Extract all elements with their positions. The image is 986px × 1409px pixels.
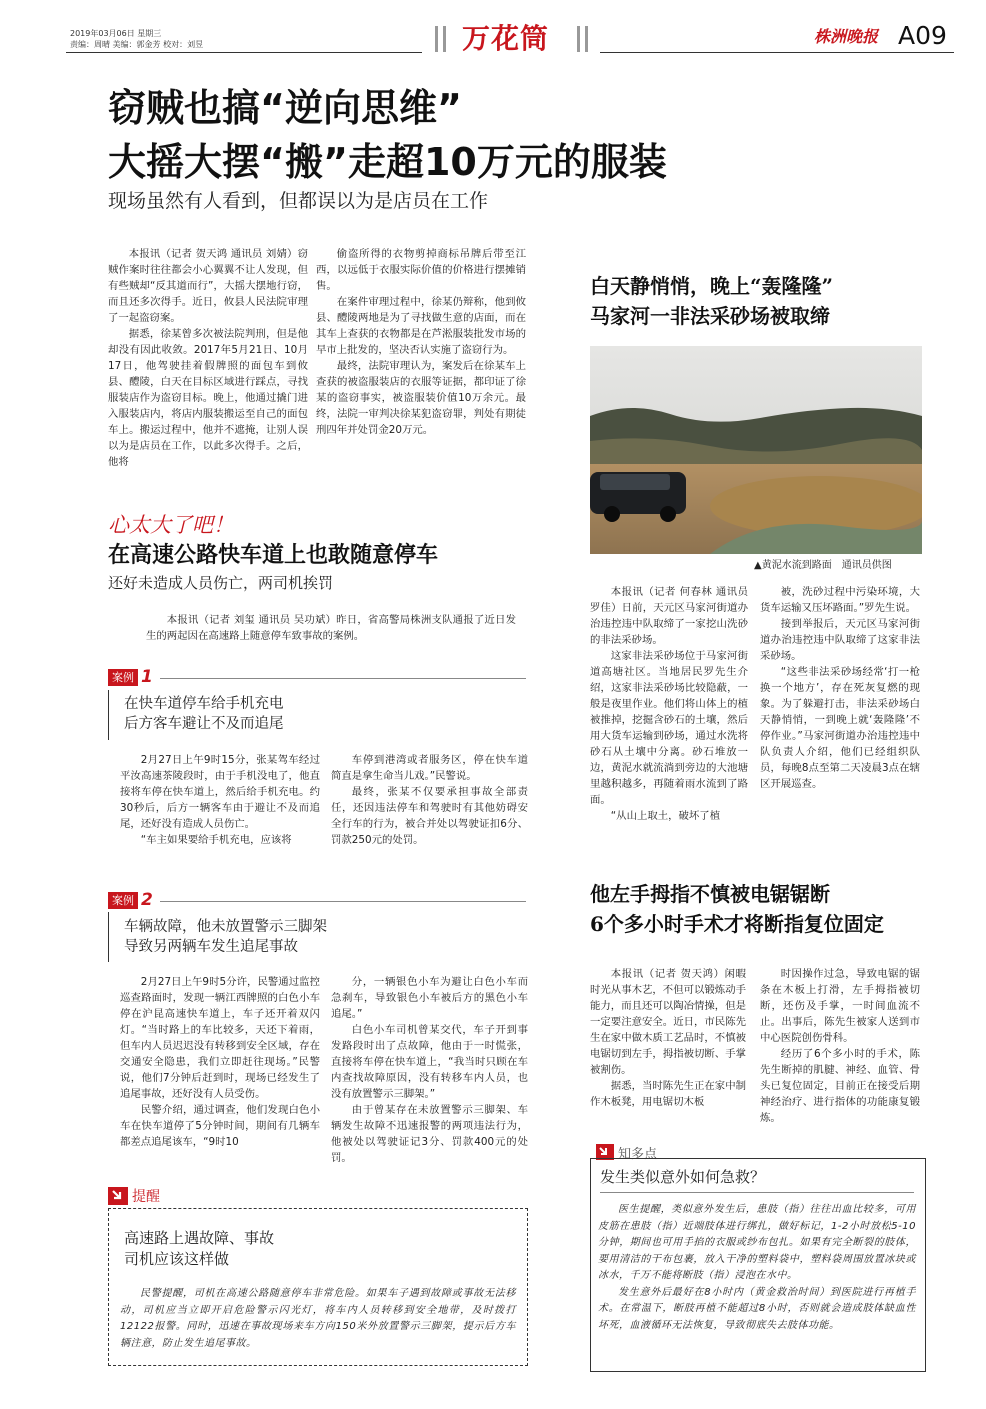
highway-subtitle: 还好未造成人员伤亡，两司机挨罚: [108, 574, 334, 592]
case-2-rule: [160, 901, 526, 902]
header-rule-left: [66, 52, 422, 53]
paragraph: 由于曾某存在未放置警示三脚架、车辆发生故障不迅速报警的两项违法行为，他被处以驾驶证记3分、罚款400元的处罚。: [331, 1104, 528, 1164]
sand-col2: [760, 584, 920, 792]
brand-logo: 株洲晚报: [814, 27, 879, 46]
paragraph: 2月27日上午9时15分，张某驾车经过平汝高速茶陵段时，由于手机没电了，他直接将车停在快车道上，然后给手机充电。约30秒后，后方一辆客车由于避让不及而追尾，还好没有造成人员伤亡。: [120, 754, 320, 830]
tip-title-line2: 司机应该这样做: [124, 1250, 230, 1268]
paragraph: 民警介绍，通过调查，他们发现白色小车在快车道停了5分钟时间，期间有几辆车都差点追尾该车，“9时10: [120, 1104, 320, 1148]
case-2-col2: [331, 974, 528, 1166]
header-divider-bars-2: [443, 26, 446, 52]
tip-label: 提醒: [132, 1189, 160, 1205]
sand-title-line2: 马家河一非法采砂场被取缔: [590, 304, 830, 328]
case-1-title-line2: 后方客车避让不及而追尾: [124, 716, 284, 732]
paragraph: 时因操作过急，导致电锯的锯条在木板上打滑，左手拇指被切断，还伤及手掌，一时间血流不止。出事后，陈先生被家人送到市中心医院创伤骨科。: [760, 968, 920, 1044]
paragraph: 本报讯（记者 贺天鸿）闲暇时光从事木艺，不但可以锻炼动手能力，而且还可以陶冶情操，但是一定要注意安全。近日，市民陈先生在家中做木质工艺品时，不慎被电锯切到左手，拇指被切断、手掌被割伤。: [590, 968, 746, 1076]
case-2-left-bar: [108, 912, 109, 962]
paragraph: “车主如果要给手机充电，应该将: [140, 834, 292, 846]
tip-body: [120, 1286, 516, 1352]
know-body: [598, 1202, 916, 1334]
header-rule-right: [600, 52, 954, 53]
paragraph: 这家非法采砂场位于马家河街道高塘社区。当地居民罗先生介绍，这家非法采砂场比较隐蔽，一般是夜里作业。他们将山体上的植被推掉，挖掘含砂石的土壤，然后用大货车运输到砂场，通过水洗将砂石从土壤中分离。砂石堆放一边，黄泥水就流淌到旁边的大池塘里越积越多，再随着雨水流到了路面。: [590, 650, 748, 806]
header-divider-bars-4: [585, 26, 588, 52]
highway-kicker: 心太大了吧！: [108, 513, 234, 537]
paragraph: 2月27日上午9时5分许，民警通过监控巡查路面时，发现一辆江西牌照的白色小车停在沪昆高速快车道上，车子还开着双闪灯。“当时路上的车比较多，天还下着雨，但车内人员迟迟没有转移到安全区域，存在交通安全隐患，我们立即赶往现场。”民警说，他们7分钟后赶到时，现场已经发生了追尾事故，还好没有人员受伤。: [120, 976, 320, 1100]
header-editors: 责编：周晴 美编：郭金芳 校对：刘昱: [70, 40, 204, 49]
highway-intro: [146, 612, 516, 644]
paragraph: 被，洗砂过程中污染环境，大货车运输又压坏路面。”罗先生说。: [760, 586, 920, 614]
lead-title-line2: 大摇大摆“搬”走超10万元的服装: [108, 140, 667, 184]
finger-col2: [760, 966, 920, 1126]
paragraph: “这些非法采砂场经常‘打一枪换一个地方’，存在死灰复燃的现象。为了躲避打击，非法采砂场白天静悄悄，一到晚上就‘轰隆隆’不停作业。”马家河街道办治违控违中队负责人介绍，他们已经组织队员，每晚8点至第二天凌晨3点在辖区开展巡查。: [760, 666, 920, 790]
know-title-rule: [600, 1192, 914, 1193]
tip-title-line1: 高速路上遇故障、事故: [124, 1229, 275, 1247]
arrow-icon: [108, 1187, 128, 1205]
paragraph: 最终，张某不仅要承担事故全部责任，还因违法停车和驾驶时有其他妨碍安全行车的行为，被合并处以驾驶证扣6分、罚款250元的处罚。: [331, 786, 528, 846]
header-date: 2019年03月06日 星期三: [70, 29, 162, 38]
case-label: 案例: [108, 892, 138, 909]
paragraph: 据悉，徐某曾多次被法院判刑，但是他却没有因此收敛。2017年5月21日、10月17日，他驾驶挂着假牌照的面包车到攸县、醴陵，白天在目标区域进行踩点，寻找服装店作为盗窃目标。晚上，他通过撬门进入服装店内，将店内服装搬运至自己的面包车上。搬运过程中，他并不遮掩，让别人误以为是店员在工作，以此多次得手。之后，他将: [108, 328, 308, 468]
case-1-left-bar: [108, 690, 109, 740]
paragraph: 分，一辆银色小车为避让白色小车而急刹车，导致银色小车被后方的黑色小车追尾。”: [331, 976, 528, 1020]
paragraph: 在案件审理过程中，徐某仍辩称，他到攸县、醴陵两地是为了寻找做生意的店面，而在其车上查获的衣物都是在芦淞服装批发市场的早市上批发的，坚决否认实施了盗窃行为。: [316, 296, 526, 356]
section-title: 万花筒: [462, 22, 550, 55]
paragraph: 据悉，当时陈先生正在家中制作木板凳，用电锯切木板: [590, 1080, 746, 1108]
paragraph: 发生意外后最好在8小时内（黄金救治时间）到医院进行再植手术。在常温下，断肢再植不能超过8小时，否则就会造成肢体缺血性坏死，血液循环无法恢复，导致彻底失去肢体功能。: [598, 1286, 916, 1331]
case-2-title-line1: 车辆故障，他未放置警示三脚架: [124, 919, 327, 935]
paragraph: 经历了6个多小时的手术，陈先生断掉的肌腱、神经、血管、骨头已复位固定，目前正在接受后期神经治疗、进行指体的功能康复锻炼。: [760, 1048, 920, 1124]
paragraph: 本报讯（记者 刘玺 通讯员 吴功斌）昨日，省高警局株洲支队通报了近日发生的两起因在高速路上随意停车致事故的案例。: [146, 614, 516, 642]
tip-tag: [108, 1186, 160, 1206]
lead-col1: [108, 246, 308, 470]
lead-subtitle: 现场虽然有人看到，但都误以为是店员在工作: [108, 190, 489, 212]
know-label: 知多点: [618, 1146, 658, 1162]
paragraph: “从山上取土，破坏了植: [610, 810, 721, 822]
know-title: 发生类似意外如何急救？: [600, 1168, 766, 1186]
sand-photo: [590, 346, 922, 554]
finger-title-line2: 6个多小时手术才将断指复位固定: [590, 912, 884, 936]
paragraph: 最终，法院审理认为，案发后在徐某车上查获的被盗服装店的衣服等证据，都印证了徐某的盗窃事实，被盗服装价值10万余元。最终，法院一审判决徐某犯盗窃罪，判处有期徒刑四年并处罚金20万元。: [316, 360, 526, 436]
sand-photo-caption: ▲黄泥水流到路面 通讯员供图: [754, 560, 892, 571]
case-2-col1: [120, 974, 320, 1150]
case-1-col2: [331, 752, 528, 848]
paragraph: 偷盗所得的衣物剪掉商标吊牌后带至江西，以远低于衣服实际价值的价格进行摆摊销售。: [316, 248, 526, 292]
finger-col1: [590, 966, 746, 1110]
header-divider-bars: [435, 26, 438, 52]
paragraph: 车停到港湾或者服务区，停在快车道简直是拿生命当儿戏。”民警说。: [331, 754, 528, 782]
finger-title-line1: 他左手拇指不慎被电锯锯断: [590, 882, 830, 906]
case-number: 1: [141, 667, 153, 687]
paragraph: 本报讯（记者 贺天鸿 通讯员 刘婧）窃贼作案时往往都会小心翼翼不让人发现，但有些贼却“反其道而行”，大摇大摆地行窃，而且还多次得手。近日，攸县人民法院审理了一起盗窃案。: [108, 248, 308, 324]
header-divider-bars-3: [577, 26, 580, 52]
paragraph: 本报讯（记者 何春林 通讯员 罗佳）日前，天元区马家河街道办治违控违中队取缔了一家挖山洗砂的非法采砂场。: [590, 586, 748, 646]
case-number: 2: [141, 890, 153, 910]
case-1-col1: [120, 752, 320, 848]
case-2-title-line2: 导致另两辆车发生追尾事故: [124, 939, 298, 955]
case-2-tag: [108, 892, 153, 909]
case-label: 案例: [108, 669, 138, 686]
highway-title: 在高速公路快车道上也敢随意停车: [108, 543, 439, 568]
lead-title-line1: 窃贼也搞“逆向思维”: [108, 86, 462, 130]
paragraph: 接到举报后，天元区马家河街道办治违控违中队取缔了这家非法采砂场。: [760, 618, 920, 662]
sand-col1: [590, 584, 748, 824]
case-1-title-line1: 在快车道停车给手机充电: [124, 696, 284, 712]
lead-col2: [316, 246, 526, 438]
case-1-tag: [108, 669, 153, 686]
paragraph: 民警提醒，司机在高速公路随意停车非常危险。如果车子遇到故障或事故无法移动，司机应当立即开启危险警示闪光灯，将车内人员转移到安全地带，及时拨打12122报警。同时，迅速在事故现场来车方向150米外放置警示三脚架，提示后方车辆注意，防止发生追尾事故。: [120, 1288, 516, 1349]
sand-title-line1: 白天静悄悄，晚上“轰隆隆”: [590, 274, 834, 298]
paragraph: 医生提醒，类似意外发生后，患肢（指）往往出血比较多，可用皮筋在患肢（指）近端肢体进行绑扎，做好标记，1-2小时放松5-10分钟，期间也可用手掐的衣服或纱布包扎。如果有完全断裂的肢体，要用清洁的干布包裹，放入干净的塑料袋中，塑料袋周围放置冰块或冰水，千万不能将断肢（指）浸泡在水中。: [598, 1204, 916, 1281]
page-number: A09: [898, 21, 947, 50]
case-1-rule: [160, 678, 526, 679]
paragraph: 白色小车司机曾某交代，车子开到事发路段时出了点故障，他由于一时慌张，直接将车停在快车道上，“我当时只顾在车内查找故障原因，没有转移车内人员，也没有放置警示三脚架。”: [331, 1024, 528, 1100]
